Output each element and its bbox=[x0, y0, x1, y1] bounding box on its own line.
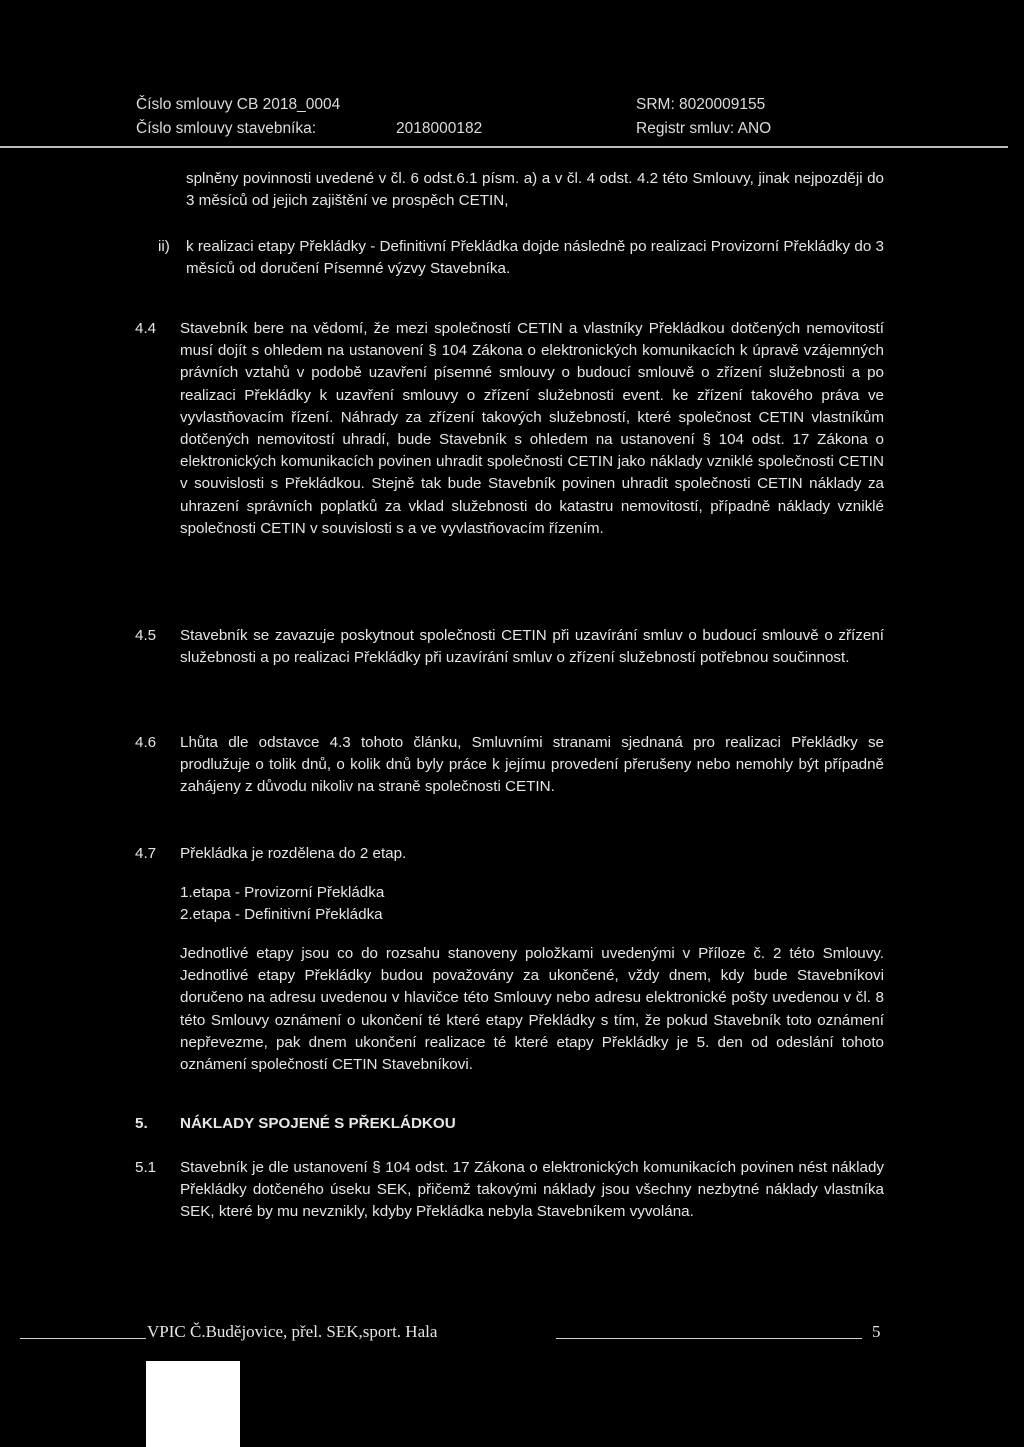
builder-contract-number: 2018000182 bbox=[396, 120, 483, 137]
footer-page-number: 5 bbox=[872, 1322, 881, 1341]
stages-text: Jednotlivé etapy jsou co do rozsahu stanoveny položkami uvedenými v Příloze č. 2 této Smlouvy. Jednotlivé etapy Překládky budou považovány za ukončené, vždy dnem, kdy bude Stavebníkovi doručeno na adresu uvedenou v hlavičce této Smlouvy nebo adresu elektronické pošty uvedenou v čl. 8 této Smlouvy oznámení o ukončení té které etapy Překládky s tím, že pokud Stavebník toto oznámení nepřevezme, pak dnem ukončení realizace té které etapy Překládky je 5. den od odeslání tohoto oznámení společností CETIN Stavebníkovi. bbox=[180, 945, 884, 1074]
item-ii-label: ii) bbox=[158, 238, 170, 255]
section-4-5-number: 4.5 bbox=[135, 627, 157, 644]
section-5-title: NÁKLADY SPOJENÉ S PŘEKLÁDKOU bbox=[180, 1115, 456, 1132]
section-4-4-text: Stavebník bere na vědomí, že mezi společností CETIN a vlastníky Překládkou dotčených nemovitostí musí dojít s ohledem na ustanovení § 104 Zákona o elektronických komunikacích k úpravě vzájemných právních vztahů v podobě uzavření písemné smlouvy o budoucí smlouvě o zřízení služebnosti a po realizaci Překládky k uzavření smlouvy o zřízení služebnosti event. ke zřízení takového práva ve vyvlastňovacím řízení. Náhrady za zřízení takových služebností, které společnost CETIN vlastníkům dotčených nemovitostí uhradí, bude Stavebník s ohledem na ustanovení § 104 odst. 17 Zákona o elektronických komunikacích povinen uhradit společnosti CETIN jako náklady vzniklé společnosti CETIN v souvislosti s Překládkou. Stejně tak bude Stavebník povinen uhradit společnosti CETIN náklady za uhrazení správních poplatků za vklad služebnosti do katastru nemovitostí, případně náklady vzniklé společnosti CETIN v souvislosti s a ve vyvlastňovacím řízením. bbox=[180, 320, 884, 537]
section-4-5-text: Stavebník se zavazuje poskytnout společnosti CETIN při uzavírání smluv o budoucí smlouvě o zřízení služebnosti a po realizaci Překládky při uzavírání smluv o zřízení služebností potřebnou součinnost. bbox=[180, 627, 884, 667]
footer-rule-left bbox=[20, 1338, 146, 1339]
contract-number: Číslo smlouvy CB 2018_0004 bbox=[136, 96, 341, 113]
stamp-box bbox=[146, 1361, 240, 1447]
section-4-6-text: Lhůta dle odstavce 4.3 tohoto článku, Smluvními stranami sjednaná pro realizaci Překládky se prodlužuje o tolik dnů, o kolik dnů byly práce k jejímu provedení přerušeny nebo nemohly být případně zahájeny z důvodu nikoliv na straně společnosti CETIN. bbox=[180, 734, 884, 796]
stage-1: 1.etapa - Provizorní Překládka bbox=[180, 884, 385, 901]
builder-contract-label: Číslo smlouvy stavebníka: bbox=[136, 120, 317, 137]
header-rule bbox=[0, 146, 1008, 148]
section-4-7-text: Překládka je rozdělena do 2 etap. bbox=[180, 845, 407, 862]
section-5-number: 5. bbox=[135, 1115, 148, 1132]
section-4-7-number: 4.7 bbox=[135, 845, 157, 862]
section-5-1-number: 5.1 bbox=[135, 1159, 157, 1176]
item-ii-text: k realizaci etapy Překládky - Definitivní Překládka dojde následně po realizaci Provizorní Překládky do 3 měsíců od doručení Písemné výzvy Stavebníka. bbox=[186, 238, 884, 278]
section-4-6-number: 4.6 bbox=[135, 734, 157, 751]
section-4-4-number: 4.4 bbox=[135, 320, 157, 337]
stage-2: 2.etapa - Definitivní Překládka bbox=[180, 906, 383, 923]
footer-rule-middle bbox=[556, 1338, 862, 1339]
registry-status: Registr smluv: ANO bbox=[636, 120, 772, 137]
section-5-1-text: Stavebník je dle ustanovení § 104 odst. 17 Zákona o elektronických komunikacích povinen nést náklady Překládky dotčeného úseku SEK, přičemž takovými náklady jsou všechny nezbytné náklady vlastníka SEK, které by mu nevznikly, kdyby Překládka nebyla Stavebníkem vyvolána. bbox=[180, 1159, 884, 1221]
intro-continuation: splněny povinnosti uvedené v čl. 6 odst.6.1 písm. a) a v čl. 4 odst. 4.2 této Smlouvy, jinak nejpozději do 3 měsíců od jejich zajištění ve prospěch CETIN, bbox=[186, 170, 884, 210]
srm-number: SRM: 8020009155 bbox=[636, 96, 766, 113]
footer-project: VPIC Č.Budějovice, přel. SEK,sport. Hala bbox=[147, 1322, 438, 1341]
